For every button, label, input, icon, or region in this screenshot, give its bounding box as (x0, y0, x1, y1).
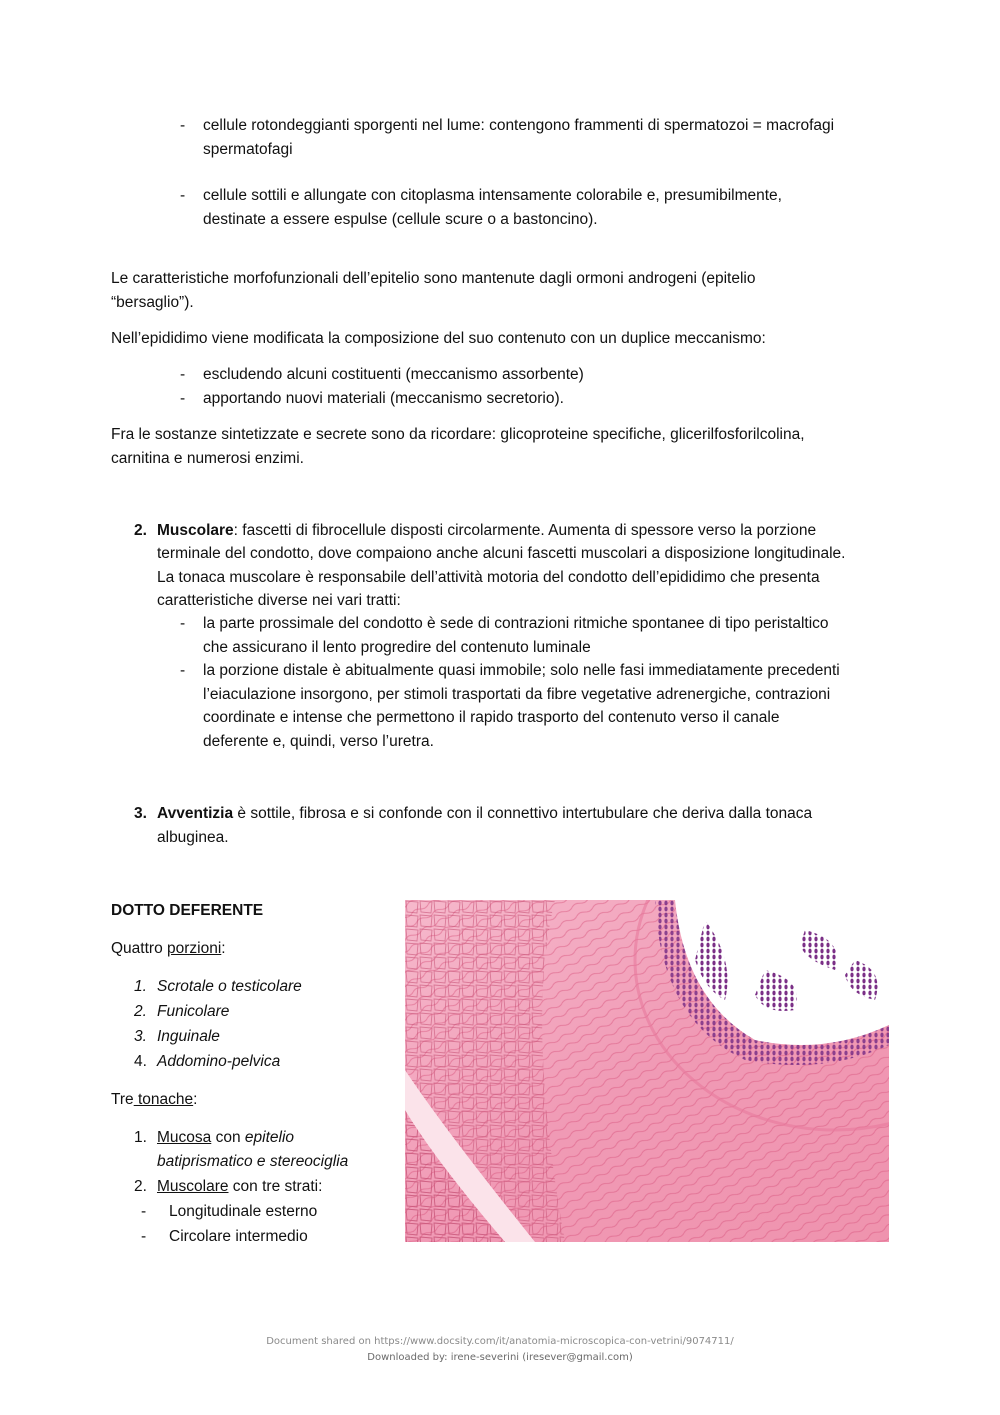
tunics-prefix: Tre (111, 1091, 134, 1108)
item-line (157, 802, 812, 826)
item-line: caratteristiche diverse nei vari tratti: (157, 592, 401, 609)
portion-number: 1. (134, 978, 147, 995)
paragraph-line: “bersaglio”). (111, 294, 194, 311)
layer-item: Circolare intermedio (169, 1228, 308, 1245)
tunic-italic: epitelio (244, 1129, 295, 1146)
portions-intro (111, 937, 226, 961)
list-dash: - (141, 1203, 147, 1220)
subitem-line: la parte prossimale del condotto è sede di contrazioni ritmiche spontanee di tipo peristaltico (203, 615, 829, 632)
list-dash: - (141, 1228, 147, 1245)
list-dash: - (180, 366, 186, 383)
histology-image (405, 900, 889, 1242)
portion-item: Addomino-pelvica (157, 1053, 281, 1070)
portion-item: Funicolare (157, 1003, 230, 1020)
list-dash: - (180, 117, 186, 134)
item-term: Muscolare (157, 522, 234, 539)
paragraph-line: Fra le sostanze sintetizzate e secrete sono da ricordare: glicoproteine specifiche, glicerilfosforilcolina, (111, 426, 805, 443)
footer-downloaded: Downloaded by: irene-severini (iresever@gmail.com) (367, 1352, 633, 1363)
portions-term: porzioni (167, 940, 222, 957)
mechanism-item: apportando nuovi materiali (meccanismo secretorio). (203, 390, 564, 407)
item-line: terminale del condotto, dove compaiono anche alcuni fascetti muscolari a disposizione longitudinale. (157, 545, 846, 562)
subitem-line: la porzione distale è abitualmente quasi immobile; solo nelle fasi immediatamente precedenti (203, 662, 840, 679)
tunics-intro (111, 1088, 197, 1112)
paragraph-line: Le caratteristiche morfofunzionali dell’epitelio sono mantenute dagli ormoni androgeni (epitelio (111, 270, 756, 287)
portions-prefix: Quattro (111, 940, 167, 957)
portion-number: 2. (134, 1003, 147, 1020)
item-line: albuginea. (157, 829, 229, 846)
item-term: Avventizia (157, 805, 234, 822)
item-line: La tonaca muscolare è responsabile dell’attività motoria del condotto dell’epididimo che presenta (157, 569, 820, 586)
list-dash: - (180, 187, 186, 204)
item-text: : fascetti di fibrocellule disposti circolarmente. Aumenta di spessore verso la porzione (233, 522, 817, 539)
footer-shared: Document shared on https://www.docsity.com/it/anatomia-microscopica-con-vetrini/9074711/ (266, 1336, 734, 1347)
portions-suffix: : (221, 940, 226, 957)
paragraph-line: Nell’epididimo viene modificata la composizione del suo contenuto con un duplice meccanismo: (111, 330, 766, 347)
tunic-item (157, 1175, 322, 1199)
tunic-number: 1. (134, 1129, 147, 1146)
portion-item: Scrotale o testicolare (157, 978, 302, 995)
mechanism-item: escludendo alcuni costituenti (meccanismo assorbente) (203, 366, 584, 383)
portion-item: Inguinale (157, 1028, 220, 1045)
portion-number: 3. (134, 1028, 147, 1045)
tunics-term: tonache (133, 1091, 194, 1108)
subitem-line: deferente e, quindi, verso l’uretra. (203, 733, 434, 750)
subitem-line: che assicurano il lento progredire del contenuto luminale (203, 639, 591, 656)
tunic-number: 2. (134, 1178, 147, 1195)
list-item-text: cellule sottili e allungate con citoplasma intensamente colorabile e, presumibilmente, (203, 187, 782, 204)
item-line (157, 519, 816, 543)
list-item-text: destinate a essere espulse (cellule scure o a bastoncino). (203, 211, 598, 228)
item-text: è sottile, fibrosa e si confonde con il connettivo intertubulare che deriva dalla tonaca (233, 805, 813, 822)
tunic-text: con tre strati: (228, 1178, 323, 1195)
tunic-term: Mucosa (157, 1129, 212, 1146)
tunic-italic-line: batiprismatico e stereociglia (157, 1153, 349, 1170)
list-dash: - (180, 390, 186, 407)
tunics-suffix: : (193, 1091, 198, 1108)
tunic-text: con (211, 1129, 245, 1146)
list-dash: - (180, 615, 186, 632)
portion-number: 4. (134, 1053, 147, 1070)
tunic-term: Muscolare (157, 1178, 229, 1195)
layer-item: Longitudinale esterno (169, 1203, 318, 1220)
subitem-line: coordinate e intense che permettono il rapido trasporto del contenuto verso il canale (203, 709, 780, 726)
paragraph-line: carnitina e numerosi enzimi. (111, 450, 304, 467)
histology-micrograph (405, 900, 889, 1242)
tunic-item (157, 1126, 294, 1150)
list-item-text: cellule rotondeggianti sporgenti nel lume: contengono frammenti di spermatozoi = macrofagi (203, 117, 835, 134)
subitem-line: l’eiaculazione insorgono, per stimoli trasportati da fibre vegetative adrenergiche, contrazioni (203, 686, 831, 703)
item-number: 3. (134, 805, 147, 822)
list-item-text: spermatofagi (203, 141, 293, 158)
item-number: 2. (134, 522, 147, 539)
list-dash: - (180, 662, 186, 679)
section-heading: DOTTO DEFERENTE (111, 902, 264, 919)
